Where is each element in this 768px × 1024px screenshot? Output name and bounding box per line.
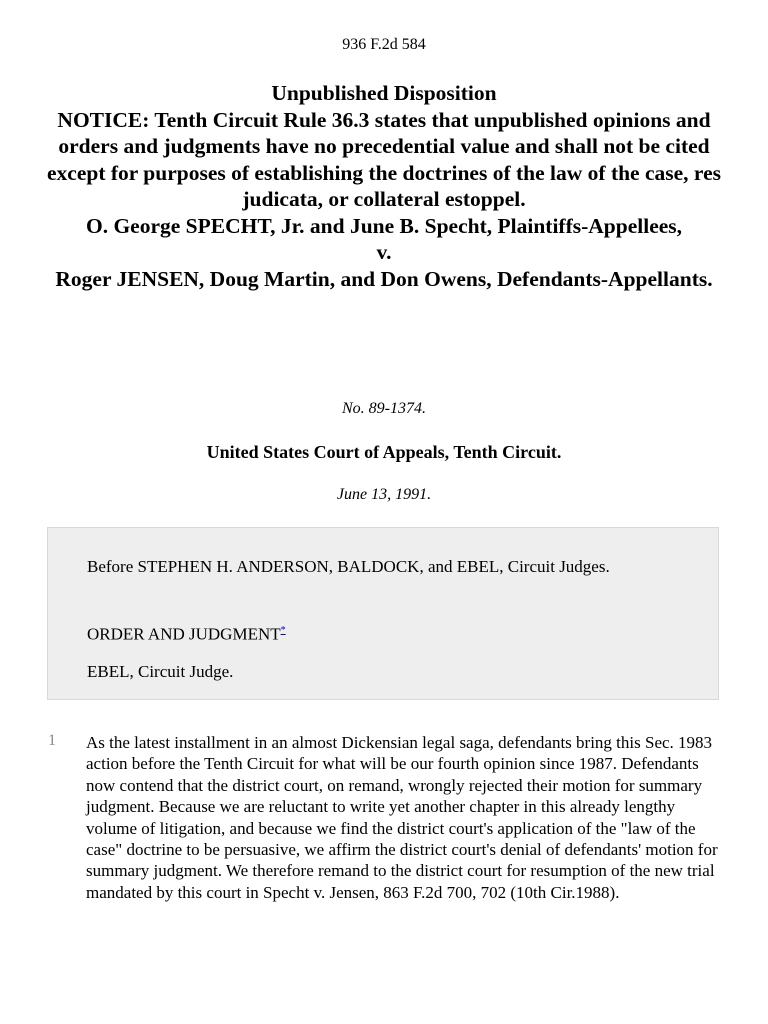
judges-panel bbox=[47, 527, 719, 700]
decision-date: June 13, 1991. bbox=[336, 486, 432, 503]
defendants: Roger JENSEN, Doug Martin, and Don Owens, Defendants-Appellants. bbox=[55, 266, 713, 291]
order-title bbox=[87, 620, 286, 645]
versus: v. bbox=[376, 240, 392, 264]
opinion-author: EBEL, Circuit Judge. bbox=[87, 662, 234, 681]
order-title-text: ORDER AND JUDGMENT bbox=[87, 624, 281, 644]
docket-number: No. 89-1374. bbox=[342, 400, 426, 417]
case-heading bbox=[40, 80, 728, 292]
rule-notice: NOTICE: Tenth Circuit Rule 36.3 states that unpublished opinions and orders and judgments have no precedential value and shall not be cited except for purposes of establishing the doctrines of the law of the case, res judicata, or collateral estoppel. bbox=[47, 107, 721, 211]
footnote-link[interactable]: * bbox=[280, 625, 286, 636]
plaintiffs: O. George SPECHT, Jr. and June B. Specht, Plaintiffs-Appellees, bbox=[85, 213, 683, 238]
court-name: United States Court of Appeals, Tenth Circuit. bbox=[206, 442, 562, 462]
panel-judges: Before STEPHEN H. ANDERSON, BALDOCK, and EBEL, Circuit Judges. bbox=[87, 557, 610, 576]
case-citation: 936 F.2d 584 bbox=[342, 36, 426, 53]
paragraph-text: As the latest installment in an almost Dickensian legal saga, defendants bring this Sec. 1983 action before the Tenth Circuit for what will be our fourth opinion since 1987. Defendants now contend that the district court, on remand, wrongly rejected their motion for summary judgment. Because we are reluctant to write yet another chapter in this already lengthy volume of litigation, and because we find the district court's application of the "law of the case" doctrine to be persuasive, we affirm the district court's denial of defendants' motion for summary judgment. We therefore remand to the district court for resumption of the new trial mandated by this court in Specht v. Jensen, 863 F.2d 700, 702 (10th Cir.1988). bbox=[86, 733, 718, 902]
disposition-label: Unpublished Disposition bbox=[271, 81, 497, 105]
paragraph-number: 1 bbox=[48, 732, 56, 749]
